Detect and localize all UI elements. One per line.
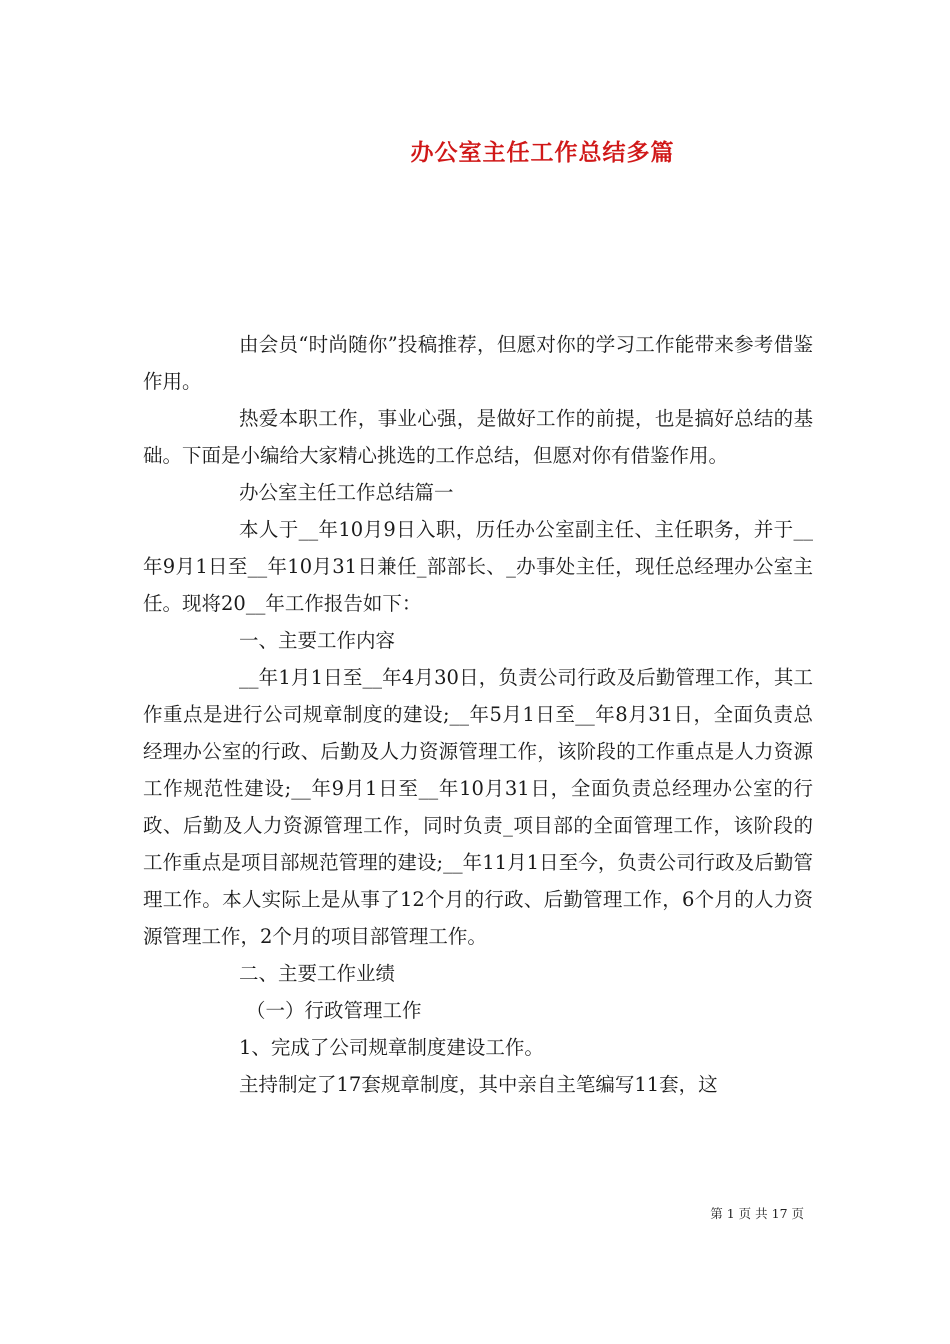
paragraph-preface: 热爱本职工作，事业心强，是做好工作的前提，也是搞好总结的基础。下面是小编给大家精心挑选的工作总结，但愿对你有借鉴作用。 (143, 407, 813, 467)
document-title: 办公室主任工作总结多篇 (410, 139, 675, 166)
section-heading-main-work: 一、主要工作内容 (239, 629, 396, 652)
section-heading-part-one: 办公室主任工作总结篇一 (239, 481, 454, 504)
page-number-footer: 第 1 页 共 17 页 (710, 1206, 804, 1221)
paragraph-work-content: __年1月1日至__年4月30日，负责公司行政及后勤管理工作，其工作重点是进行公司规章制度的建设;__年5月1日至__年8月31日，全面负责总经理办公室的行政、后勤及人力资源管理工作，该阶段的工作重点是人力资源工作规范性建设;__年9月1日至__年10月31日，全面负责总经理办公室的行政、后勤及人力资源管理工作，同时负责_项目部的全面管理工作，该阶段的工作重点是项目部规范管理的建设;__年11月1日至今，负责公司行政及后勤管理工作。本人实际上是从事了12个月的行政、后勤管理工作，6个月的人力资源管理工作，2个月的项目部管理工作。 (143, 666, 813, 948)
paragraph-intro: 由会员“时尚随你”投稿推荐，但愿对你的学习工作能带来参考借鉴作用。 (143, 333, 813, 393)
paragraph-regulations-detail: 主持制定了17套规章制度，其中亲自主笔编写11套，这 (239, 1073, 718, 1096)
paragraph-self-introduction: 本人于__年10月9日入职，历任办公室副主任、主任职务，并于__年9月1日至__年10月31日兼任_部部长、_办事处主任，现任总经理办公室主任。现将20__年工作报告如下： (143, 518, 813, 615)
document-body (143, 326, 813, 1103)
section-heading-achievements: 二、主要工作业绩 (239, 962, 396, 985)
list-item-regulations: 1、完成了公司规章制度建设工作。 (239, 1036, 544, 1059)
subsection-heading-administration: （一）行政管理工作 (246, 999, 422, 1022)
